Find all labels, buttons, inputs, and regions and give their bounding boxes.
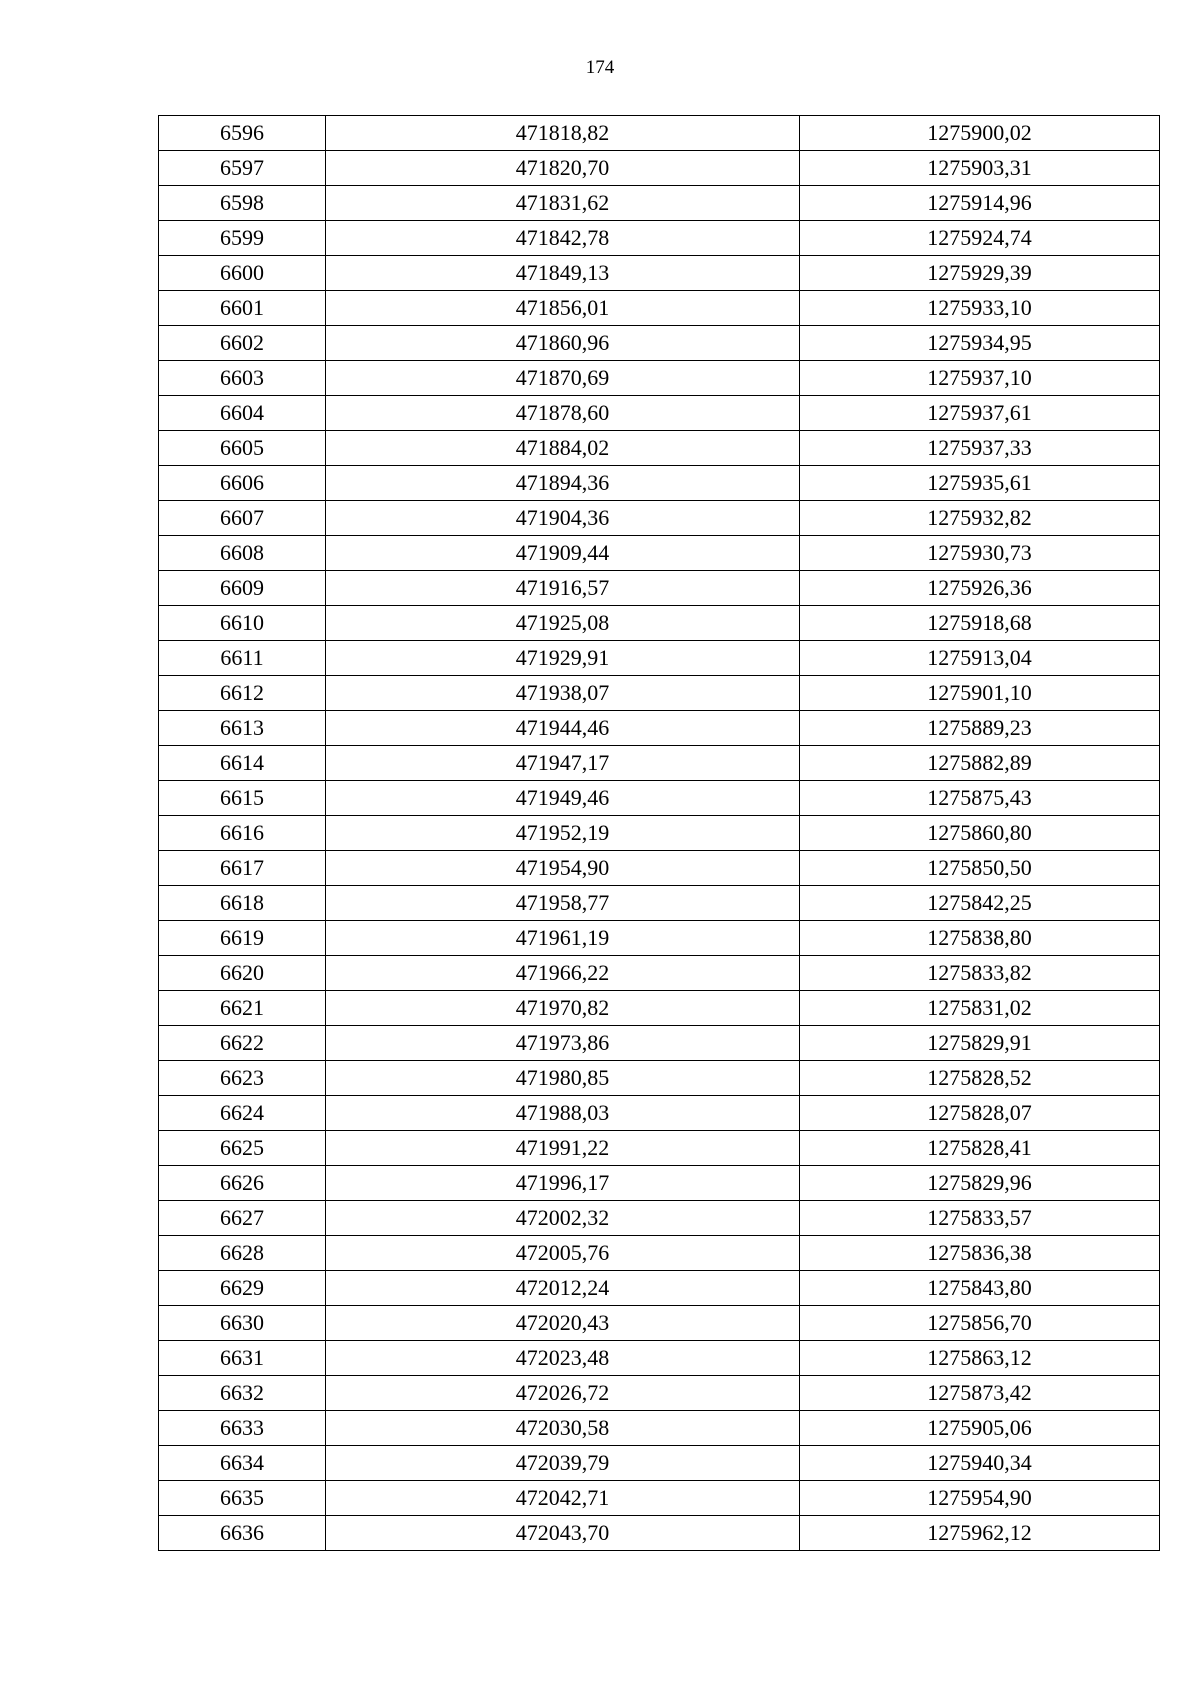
y-coordinate-cell: 1275934,95	[800, 326, 1160, 361]
table-row	[159, 1341, 1160, 1376]
point-number-cell: 6607	[159, 501, 326, 536]
point-number-cell: 6596	[159, 116, 326, 151]
table-row	[159, 151, 1160, 186]
point-number-cell: 6614	[159, 746, 326, 781]
table-row	[159, 1096, 1160, 1131]
point-number-cell: 6610	[159, 606, 326, 641]
y-coordinate-cell: 1275937,61	[800, 396, 1160, 431]
x-coordinate-cell: 471818,82	[326, 116, 800, 151]
table-row	[159, 746, 1160, 781]
table-row	[159, 256, 1160, 291]
x-coordinate-cell: 471831,62	[326, 186, 800, 221]
x-coordinate-cell: 471870,69	[326, 361, 800, 396]
table-row	[159, 956, 1160, 991]
point-number-cell: 6620	[159, 956, 326, 991]
x-coordinate-cell: 472023,48	[326, 1341, 800, 1376]
y-coordinate-cell: 1275940,34	[800, 1446, 1160, 1481]
x-coordinate-cell: 472012,24	[326, 1271, 800, 1306]
table-row	[159, 221, 1160, 256]
table-row	[159, 186, 1160, 221]
point-number-cell: 6599	[159, 221, 326, 256]
table-row	[159, 326, 1160, 361]
table-row	[159, 116, 1160, 151]
point-number-cell: 6632	[159, 1376, 326, 1411]
point-number-cell: 6601	[159, 291, 326, 326]
table-row	[159, 641, 1160, 676]
table-row	[159, 1306, 1160, 1341]
x-coordinate-cell: 471973,86	[326, 1026, 800, 1061]
y-coordinate-cell: 1275831,02	[800, 991, 1160, 1026]
x-coordinate-cell: 471954,90	[326, 851, 800, 886]
x-coordinate-cell: 471944,46	[326, 711, 800, 746]
table-row	[159, 396, 1160, 431]
table-row	[159, 1376, 1160, 1411]
table-row	[159, 816, 1160, 851]
y-coordinate-cell: 1275930,73	[800, 536, 1160, 571]
x-coordinate-cell: 471916,57	[326, 571, 800, 606]
y-coordinate-cell: 1275873,42	[800, 1376, 1160, 1411]
table-row	[159, 571, 1160, 606]
x-coordinate-cell: 471904,36	[326, 501, 800, 536]
table-row	[159, 1026, 1160, 1061]
point-number-cell: 6631	[159, 1341, 326, 1376]
point-number-cell: 6606	[159, 466, 326, 501]
y-coordinate-cell: 1275924,74	[800, 221, 1160, 256]
y-coordinate-cell: 1275856,70	[800, 1306, 1160, 1341]
table-row	[159, 1481, 1160, 1516]
y-coordinate-cell: 1275836,38	[800, 1236, 1160, 1271]
y-coordinate-cell: 1275828,52	[800, 1061, 1160, 1096]
point-number-cell: 6613	[159, 711, 326, 746]
point-number-cell: 6627	[159, 1201, 326, 1236]
point-number-cell: 6598	[159, 186, 326, 221]
point-number-cell: 6597	[159, 151, 326, 186]
point-number-cell: 6624	[159, 1096, 326, 1131]
y-coordinate-cell: 1275843,80	[800, 1271, 1160, 1306]
x-coordinate-cell: 472030,58	[326, 1411, 800, 1446]
y-coordinate-cell: 1275905,06	[800, 1411, 1160, 1446]
point-number-cell: 6600	[159, 256, 326, 291]
table-row	[159, 1516, 1160, 1551]
x-coordinate-cell: 471988,03	[326, 1096, 800, 1131]
x-coordinate-cell: 472005,76	[326, 1236, 800, 1271]
y-coordinate-cell: 1275875,43	[800, 781, 1160, 816]
y-coordinate-cell: 1275903,31	[800, 151, 1160, 186]
x-coordinate-cell: 471961,19	[326, 921, 800, 956]
point-number-cell: 6615	[159, 781, 326, 816]
point-number-cell: 6605	[159, 431, 326, 466]
y-coordinate-cell: 1275860,80	[800, 816, 1160, 851]
x-coordinate-cell: 471938,07	[326, 676, 800, 711]
table-row	[159, 781, 1160, 816]
point-number-cell: 6612	[159, 676, 326, 711]
table-row	[159, 1131, 1160, 1166]
point-number-cell: 6622	[159, 1026, 326, 1061]
table-row	[159, 851, 1160, 886]
y-coordinate-cell: 1275829,91	[800, 1026, 1160, 1061]
x-coordinate-cell: 471860,96	[326, 326, 800, 361]
x-coordinate-cell: 471966,22	[326, 956, 800, 991]
x-coordinate-cell: 471949,46	[326, 781, 800, 816]
table-row	[159, 1236, 1160, 1271]
y-coordinate-cell: 1275828,41	[800, 1131, 1160, 1166]
table-row	[159, 361, 1160, 396]
y-coordinate-cell: 1275913,04	[800, 641, 1160, 676]
x-coordinate-cell: 472002,32	[326, 1201, 800, 1236]
point-number-cell: 6626	[159, 1166, 326, 1201]
y-coordinate-cell: 1275954,90	[800, 1481, 1160, 1516]
x-coordinate-cell: 471980,85	[326, 1061, 800, 1096]
coordinates-table	[158, 115, 1160, 1551]
point-number-cell: 6630	[159, 1306, 326, 1341]
coordinates-table-body	[159, 116, 1160, 1551]
y-coordinate-cell: 1275914,96	[800, 186, 1160, 221]
point-number-cell: 6618	[159, 886, 326, 921]
x-coordinate-cell: 471970,82	[326, 991, 800, 1026]
table-row	[159, 711, 1160, 746]
point-number-cell: 6625	[159, 1131, 326, 1166]
y-coordinate-cell: 1275901,10	[800, 676, 1160, 711]
point-number-cell: 6634	[159, 1446, 326, 1481]
y-coordinate-cell: 1275833,82	[800, 956, 1160, 991]
y-coordinate-cell: 1275838,80	[800, 921, 1160, 956]
y-coordinate-cell: 1275926,36	[800, 571, 1160, 606]
y-coordinate-cell: 1275863,12	[800, 1341, 1160, 1376]
x-coordinate-cell: 472026,72	[326, 1376, 800, 1411]
x-coordinate-cell: 471991,22	[326, 1131, 800, 1166]
y-coordinate-cell: 1275828,07	[800, 1096, 1160, 1131]
point-number-cell: 6611	[159, 641, 326, 676]
table-row	[159, 536, 1160, 571]
page-number: 174	[585, 57, 615, 78]
point-number-cell: 6623	[159, 1061, 326, 1096]
point-number-cell: 6619	[159, 921, 326, 956]
table-row	[159, 1446, 1160, 1481]
point-number-cell: 6616	[159, 816, 326, 851]
table-row	[159, 501, 1160, 536]
x-coordinate-cell: 472039,79	[326, 1446, 800, 1481]
y-coordinate-cell: 1275937,33	[800, 431, 1160, 466]
x-coordinate-cell: 471842,78	[326, 221, 800, 256]
y-coordinate-cell: 1275935,61	[800, 466, 1160, 501]
y-coordinate-cell: 1275829,96	[800, 1166, 1160, 1201]
table-row	[159, 1166, 1160, 1201]
x-coordinate-cell: 471925,08	[326, 606, 800, 641]
table-row	[159, 991, 1160, 1026]
x-coordinate-cell: 471894,36	[326, 466, 800, 501]
point-number-cell: 6602	[159, 326, 326, 361]
y-coordinate-cell: 1275932,82	[800, 501, 1160, 536]
point-number-cell: 6609	[159, 571, 326, 606]
x-coordinate-cell: 471909,44	[326, 536, 800, 571]
y-coordinate-cell: 1275933,10	[800, 291, 1160, 326]
y-coordinate-cell: 1275900,02	[800, 116, 1160, 151]
table-row	[159, 676, 1160, 711]
table-row	[159, 921, 1160, 956]
table-row	[159, 466, 1160, 501]
point-number-cell: 6604	[159, 396, 326, 431]
table-row	[159, 1201, 1160, 1236]
point-number-cell: 6621	[159, 991, 326, 1026]
point-number-cell: 6636	[159, 1516, 326, 1551]
x-coordinate-cell: 471996,17	[326, 1166, 800, 1201]
point-number-cell: 6628	[159, 1236, 326, 1271]
table-row	[159, 606, 1160, 641]
x-coordinate-cell: 472042,71	[326, 1481, 800, 1516]
table-row	[159, 886, 1160, 921]
table-row	[159, 291, 1160, 326]
x-coordinate-cell: 471856,01	[326, 291, 800, 326]
x-coordinate-cell: 471952,19	[326, 816, 800, 851]
table-row	[159, 431, 1160, 466]
y-coordinate-cell: 1275918,68	[800, 606, 1160, 641]
point-number-cell: 6608	[159, 536, 326, 571]
point-number-cell: 6617	[159, 851, 326, 886]
y-coordinate-cell: 1275882,89	[800, 746, 1160, 781]
x-coordinate-cell: 471884,02	[326, 431, 800, 466]
y-coordinate-cell: 1275833,57	[800, 1201, 1160, 1236]
table-row	[159, 1061, 1160, 1096]
x-coordinate-cell: 471958,77	[326, 886, 800, 921]
y-coordinate-cell: 1275929,39	[800, 256, 1160, 291]
y-coordinate-cell: 1275962,12	[800, 1516, 1160, 1551]
x-coordinate-cell: 471820,70	[326, 151, 800, 186]
table-row	[159, 1411, 1160, 1446]
x-coordinate-cell: 472020,43	[326, 1306, 800, 1341]
x-coordinate-cell: 471929,91	[326, 641, 800, 676]
x-coordinate-cell: 471947,17	[326, 746, 800, 781]
y-coordinate-cell: 1275889,23	[800, 711, 1160, 746]
table-row	[159, 1271, 1160, 1306]
point-number-cell: 6635	[159, 1481, 326, 1516]
x-coordinate-cell: 471878,60	[326, 396, 800, 431]
y-coordinate-cell: 1275937,10	[800, 361, 1160, 396]
x-coordinate-cell: 471849,13	[326, 256, 800, 291]
y-coordinate-cell: 1275842,25	[800, 886, 1160, 921]
point-number-cell: 6633	[159, 1411, 326, 1446]
point-number-cell: 6603	[159, 361, 326, 396]
y-coordinate-cell: 1275850,50	[800, 851, 1160, 886]
point-number-cell: 6629	[159, 1271, 326, 1306]
x-coordinate-cell: 472043,70	[326, 1516, 800, 1551]
